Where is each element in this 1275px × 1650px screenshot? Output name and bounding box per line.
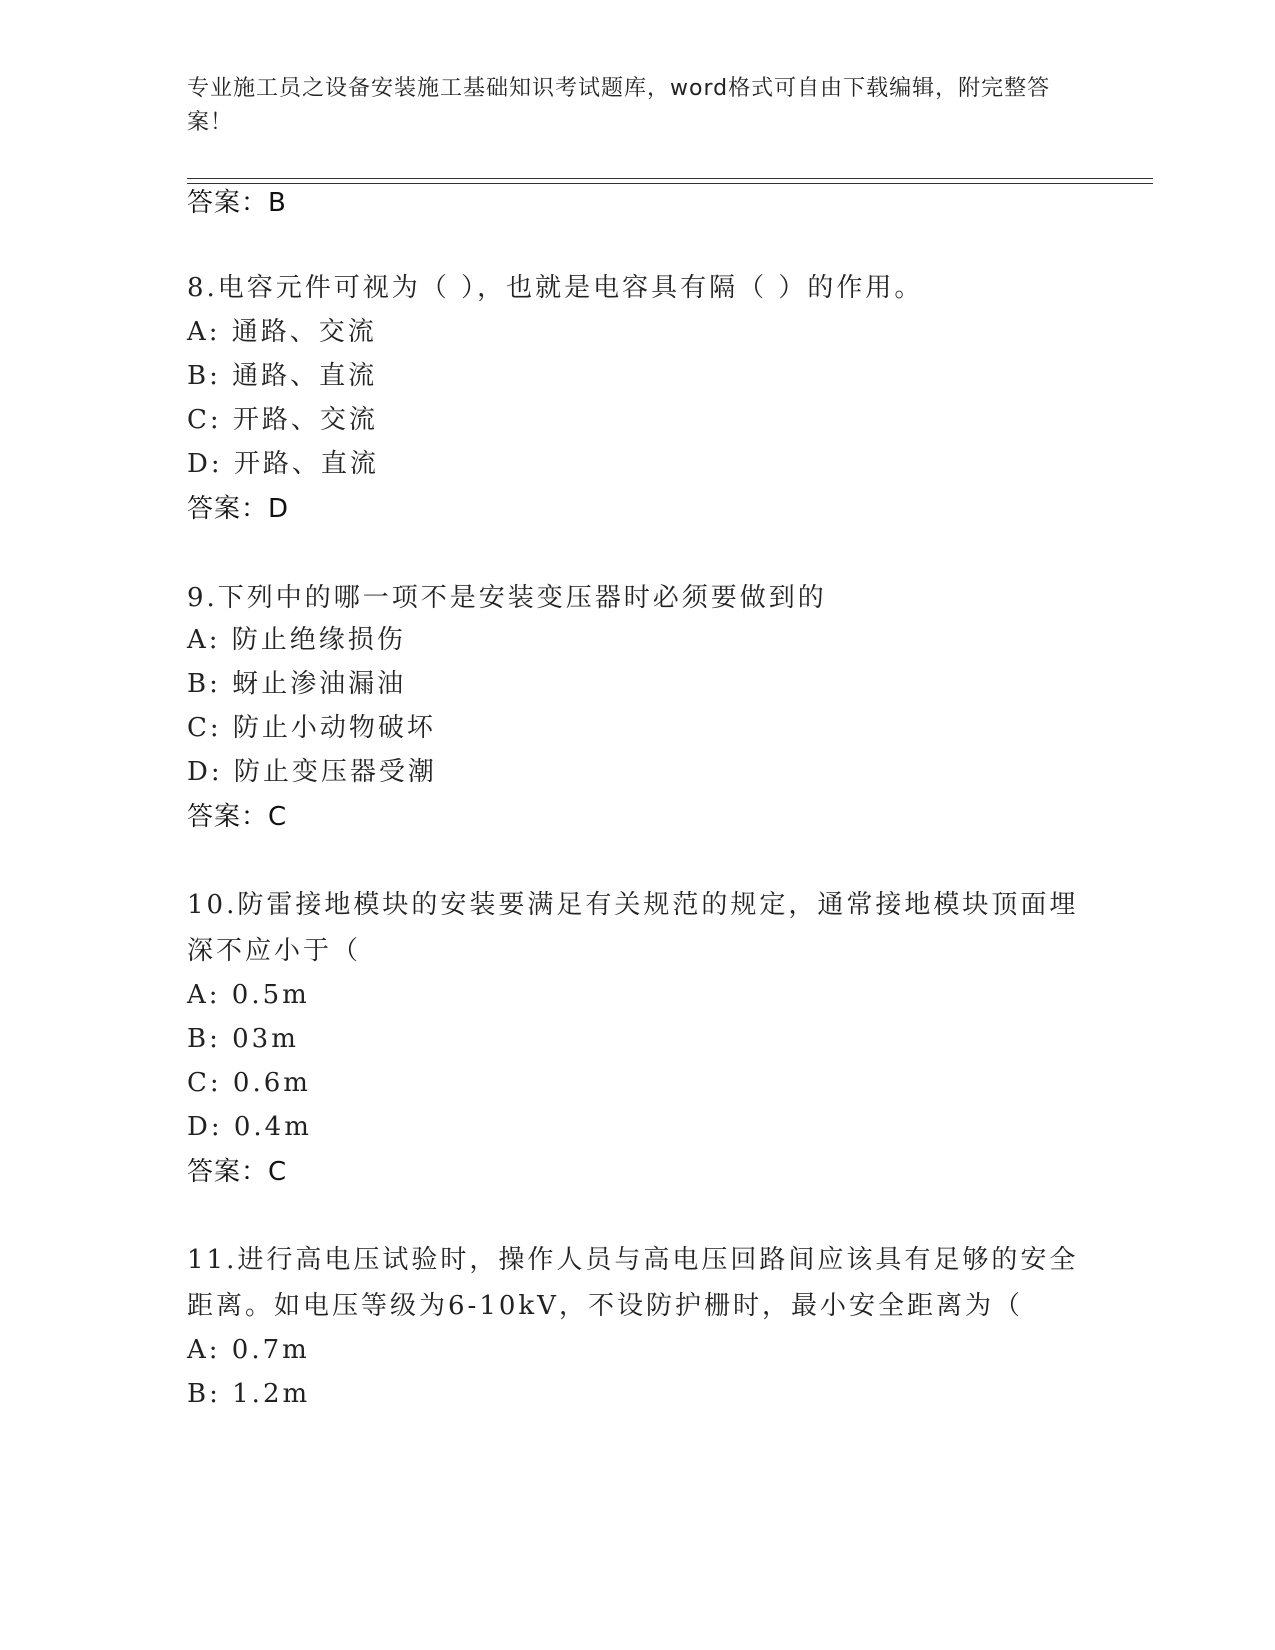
question-9-stem: 9.下列中的哪一项不是安装变压器时必须要做到的 (187, 583, 827, 613)
question-10-option-a: A: 0.5m (187, 980, 310, 1010)
question-10-option-b: B: 03m (187, 1024, 299, 1054)
question-10-option-d: D: 0.4m (187, 1112, 312, 1142)
question-10-stem: 10.防雷接地模块的安装要满足有关规范的规定，通常接地模块顶面埋深不应小于（ (187, 890, 1079, 966)
question-11-option-a: A: 0.7m (187, 1335, 310, 1365)
question-9-option-a: A: 防止绝缘损伤 (187, 625, 406, 655)
header-divider-top (187, 178, 1153, 179)
answer-q7: 答案：B (187, 188, 287, 218)
answer-q8: 答案：D (187, 494, 290, 524)
header-divider-bottom (187, 183, 1153, 184)
question-8-option-b: B: 通路、直流 (187, 361, 378, 391)
question-9-option-c: C: 防止小动物破坏 (187, 713, 436, 743)
question-8-stem: 8.电容元件可视为（ ），也就是电容具有隔（ ）的作用。 (187, 273, 924, 303)
question-8-option-c: C: 开路、交流 (187, 405, 378, 435)
document-header: 专业施工员之设备安装施工基础知识考试题库，word格式可自由下载编辑，附完整答案！ (187, 76, 1051, 135)
question-11-stem: 11.进行高电压试验时，操作人员与高电压回路间应该具有足够的安全距离。如电压等级为6-10kV，不设防护栅时，最小安全距离为（ (187, 1245, 1079, 1321)
question-9-option-d: D: 防止变压器受潮 (187, 757, 437, 787)
question-9-option-b: B: 蚜止渗油漏油 (187, 669, 407, 699)
question-11-option-b: B: 1.2m (187, 1379, 311, 1409)
answer-q10: 答案：C (187, 1157, 288, 1187)
question-10-option-c: C: 0.6m (187, 1068, 311, 1098)
question-8-option-a: A: 通路、交流 (187, 317, 377, 347)
answer-q9: 答案：C (187, 802, 288, 832)
question-8-option-d: D: 开路、直流 (187, 449, 379, 479)
